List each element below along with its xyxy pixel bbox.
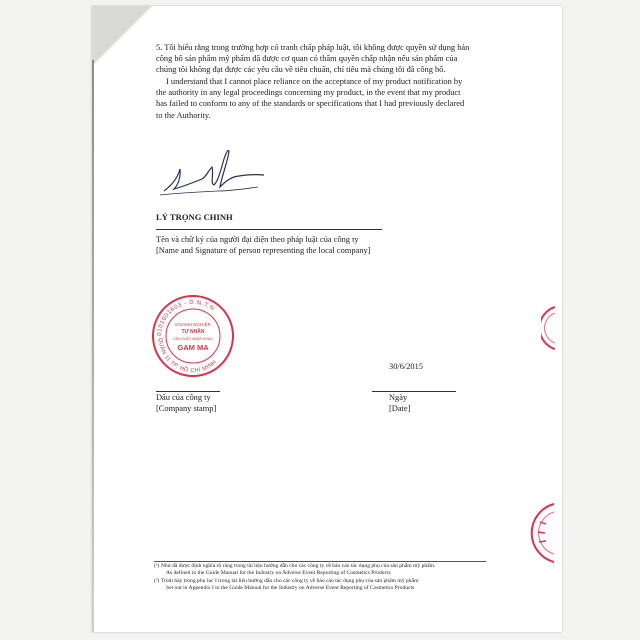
- date-line: [372, 391, 456, 392]
- date-value: 30/6/2015: [389, 362, 423, 371]
- clause-en-line: has failed to conform to any of the standards or specifications that I had previously declared: [156, 99, 465, 109]
- handwritten-signature: [158, 145, 268, 205]
- footnote-marker: (¹): [154, 563, 160, 569]
- partial-stamp-edge: [530, 502, 554, 564]
- folded-corner: [92, 6, 152, 66]
- clause-vi-line: 5. Tôi hiểu rằng trong trường hợp có tranh chấp pháp luật, tôi không được quyền sử dụng bản: [156, 43, 470, 52]
- clause-vi-line: công bố sản phẩm mỹ phẩm đã được cơ quan có thẩm quyền chấp nhận nếu sản phẩm của: [156, 54, 458, 64]
- stamp-line-3: CÂN XUẤT NHẬP KHẨU: [172, 337, 214, 341]
- footnote-text: Trình bày trong phụ lục I trong tài liệu hướng dẫn cho các công ty về báo cáo tác dụng phụ của sản phẩm mỹ phẩm: [160, 578, 419, 584]
- company-stamp: [150, 293, 236, 379]
- stamp-ring-top-text: 0101001603 - D.N.T.N: [156, 299, 216, 337]
- signer-name: LÝ TRỌNG CHINH: [156, 212, 233, 222]
- footnote-separator: [154, 561, 486, 562]
- stamp-ring-bottom-text: QUẬN 11 TP. HỒ CHÍ MINH: [156, 337, 218, 375]
- clause-en-line: the authority in any legal proceedings concerning my product, in the event that my product: [156, 88, 461, 98]
- clause-5-english: [156, 76, 516, 121]
- stamp-caption-en: [Company stamp]: [156, 404, 217, 413]
- signature-caption-en: [Name and Signature of person representing the local company]: [156, 246, 371, 255]
- clause-en-line: I understand that I cannot place reliance on the acceptance of my product notification by: [166, 77, 463, 86]
- signature-caption-vi: Tên và chữ ký của người đại diện theo pháp luật của công ty: [156, 235, 359, 244]
- stamp-line-2: TƯ NHÂN: [181, 329, 205, 335]
- partial-stamp-edge: [541, 305, 555, 351]
- footnote-marker: (²): [154, 578, 160, 584]
- page-edge-shadow: [92, 60, 94, 632]
- footnote-1-en: As defined in the Guide Manual for the Industry on Adverse Event Reporting of Cosmetics Products: [166, 570, 391, 576]
- date-caption-vi: Ngày: [389, 393, 408, 402]
- stamp-line-4: GAM MA: [177, 343, 209, 352]
- stamp-caption-vi: Dấu của công ty: [156, 393, 211, 402]
- clause-vi-line: chúng tôi không đạt được các yêu cầu về tiêu chuẩn, chỉ tiêu mà chúng tôi đã công bố.: [156, 65, 446, 75]
- signature-line: [156, 229, 382, 230]
- clause-5-vietnamese: [156, 42, 516, 76]
- clause-en-line: to the Authority.: [156, 110, 211, 120]
- date-caption-en: [Date]: [389, 404, 411, 413]
- stamp-line-1: DOANH NGHIỆP: [175, 322, 211, 327]
- footnote-2-en: Set out in Appendix I to the Guide Manual for the Industry on Adverse Event Reporting of Cosmetics Products: [166, 585, 415, 591]
- footnote-text: Như đã được định nghĩa rõ ràng trong tài liệu hướng dẫn cho các công ty về báo cáo tác dụng phụ của sản phẩm mỹ phẩm.: [160, 563, 436, 569]
